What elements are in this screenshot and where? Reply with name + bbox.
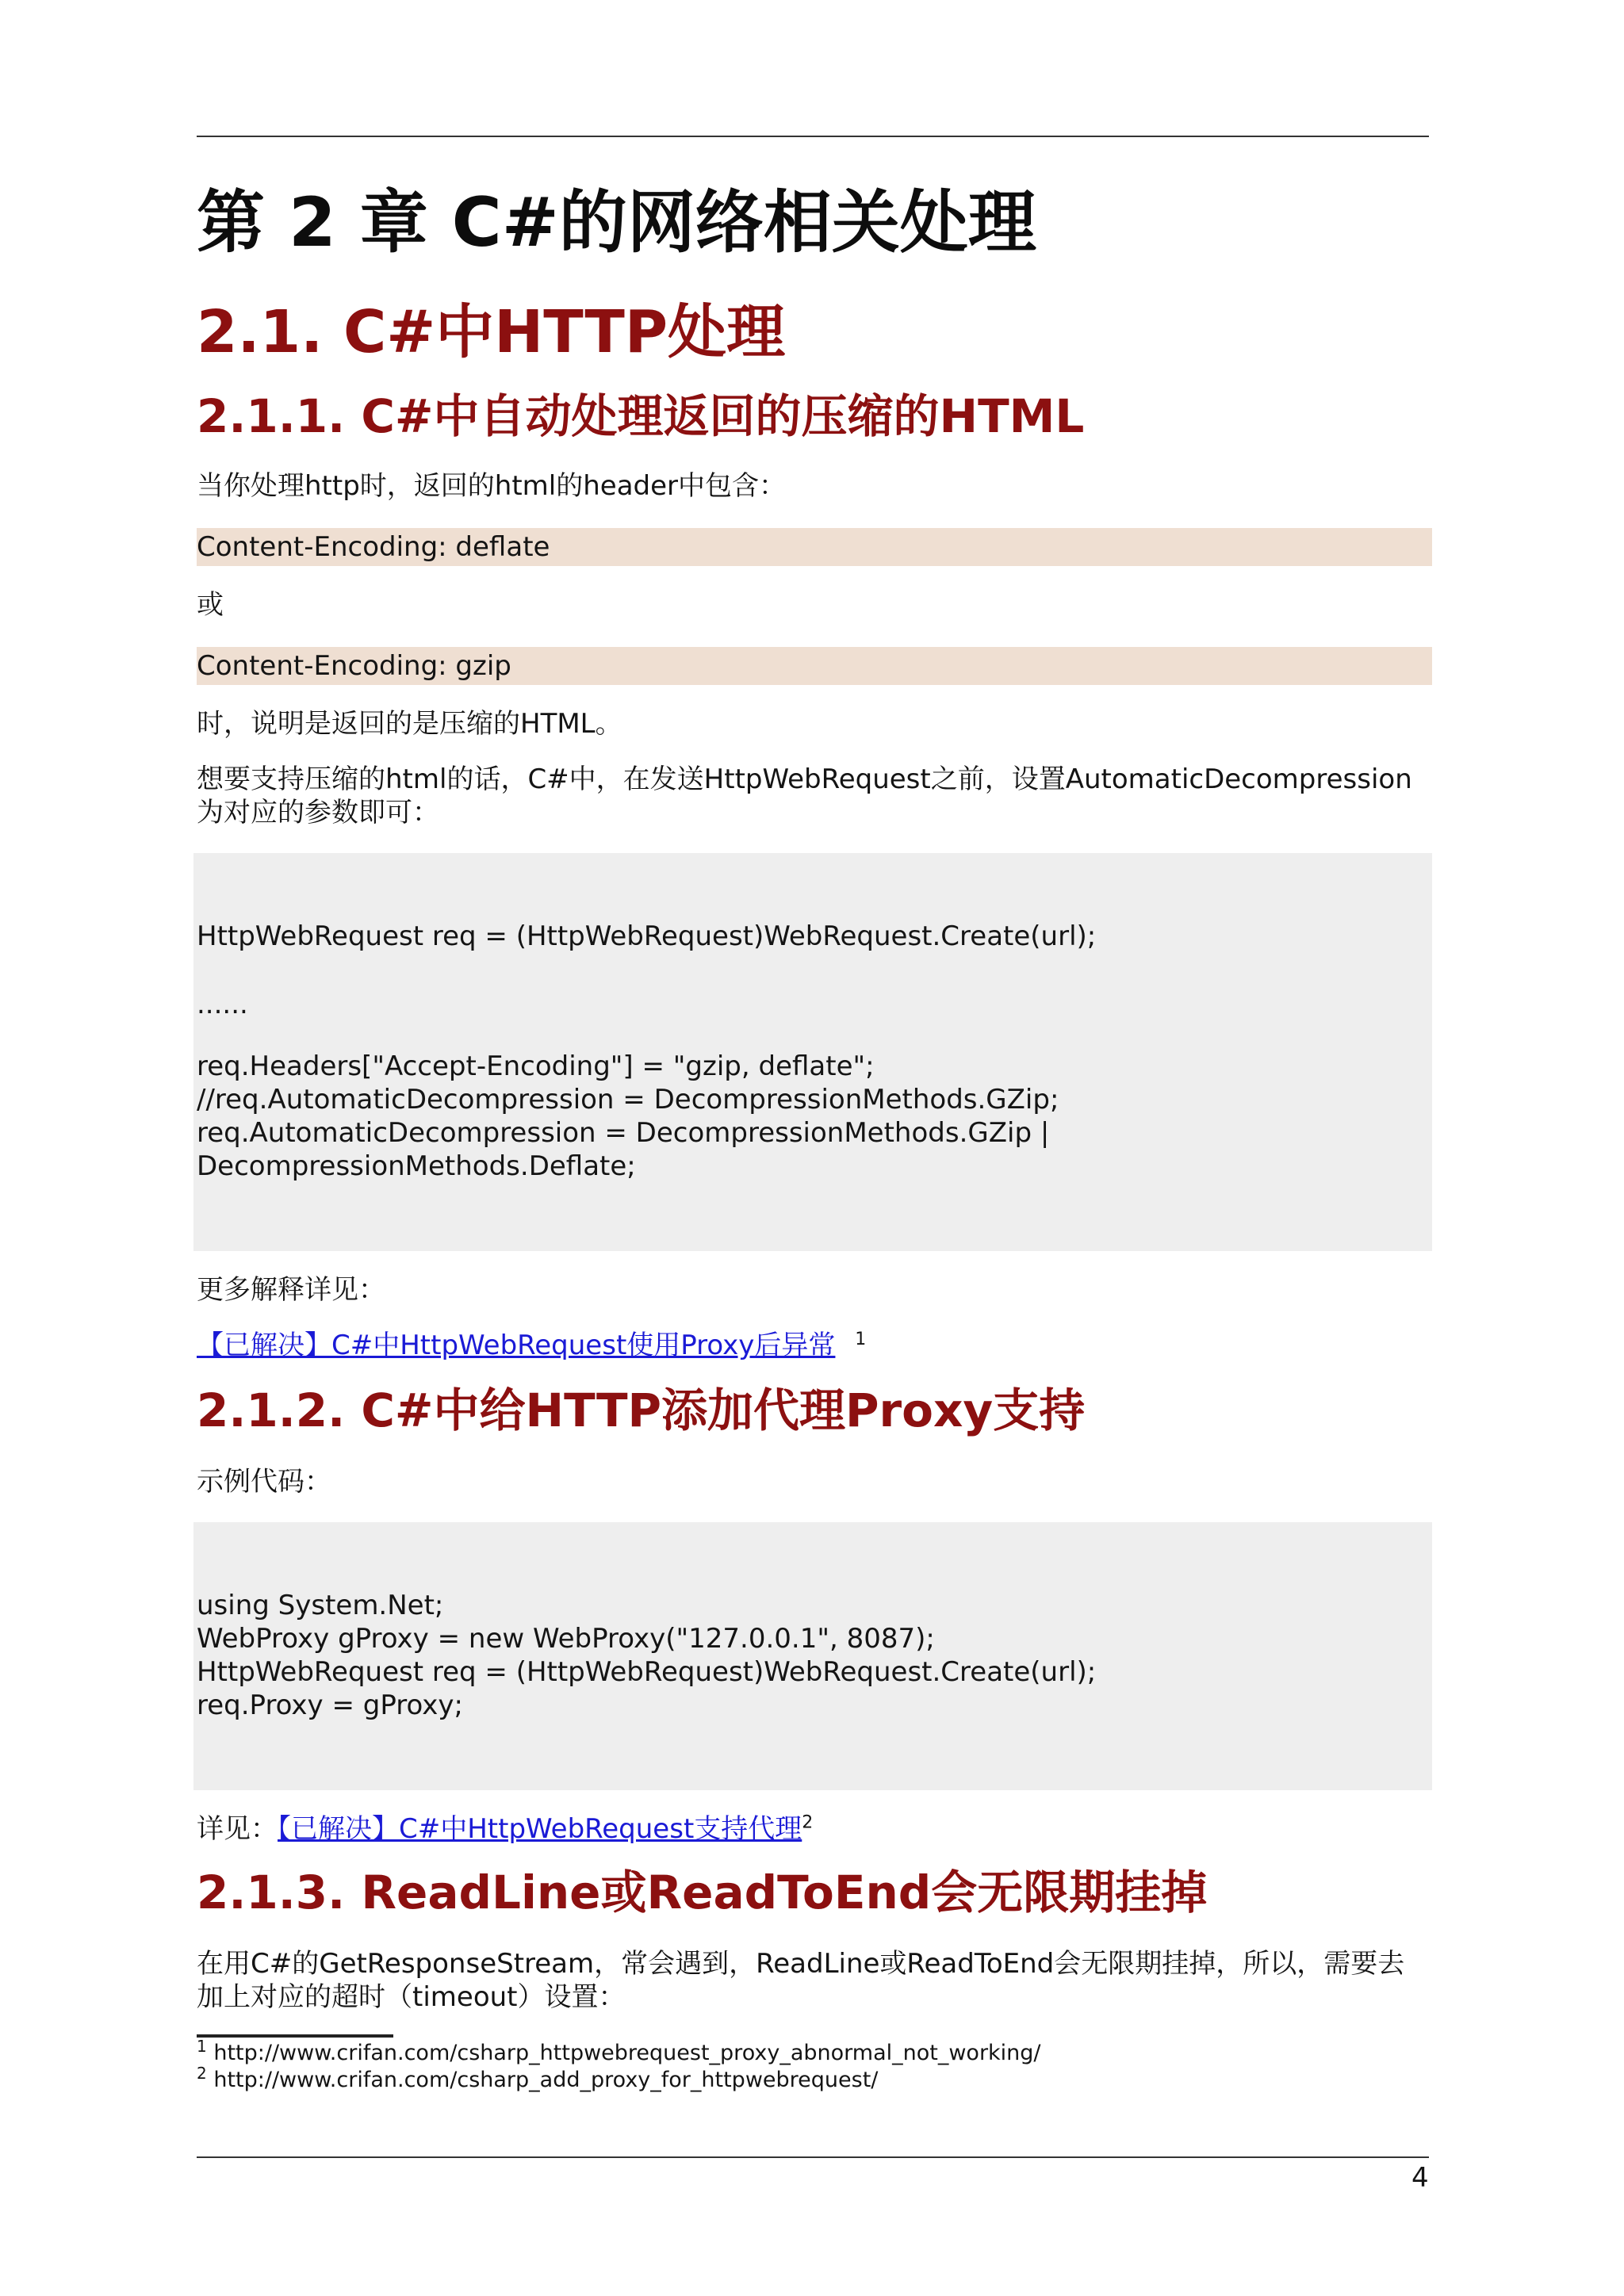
subsection-heading-2-1-1: 2.1.1. C#中自动处理返回的压缩的HTML [197,389,1085,443]
link-line [197,1812,1429,1846]
footnote-text: http://www.crifan.com/csharp_add_proxy_for_httpwebrequest/ [213,2068,879,2092]
footnote-ref: 1 [855,1329,867,1349]
reference-link[interactable]: 【已解决】C#中HttpWebRequest使用Proxy后异常 [197,1330,836,1361]
header-rule [197,136,1429,137]
code-line: using System.Net; [197,1590,444,1621]
see-label: 详见： [197,1813,278,1845]
footnote-rule [197,2034,393,2038]
reference-link[interactable]: 【已解决】C#中HttpWebRequest支持代理 [278,1813,802,1845]
footnote-ref: 2 [802,1812,814,1833]
paragraph: 时，说明是返回的是压缩的HTML。 [197,708,622,740]
page-number: 4 [1411,2162,1429,2194]
footnote-number: 2 [197,2064,207,2083]
section-heading: 2.1. C#中HTTP处理 [197,298,786,366]
paragraph: 更多解释详见： [197,1274,385,1306]
footnote [197,2037,1041,2066]
code-block [193,853,1432,1251]
code-line: req.AutomaticDecompression = DecompressionMethods.GZip | [197,1117,1050,1149]
code-line: //req.AutomaticDecompression = DecompressionMethods.GZip; [197,1084,1059,1115]
footnote-text: http://www.crifan.com/csharp_httpwebrequest_proxy_abnormal_not_working/ [213,2041,1041,2065]
highlighted-code-line: Content-Encoding: gzip [197,647,1432,685]
paragraph: 想要支持压缩的html的话，C#中，在发送HttpWebRequest之前，设置AutomaticDecompression为对应的参数即可： [197,763,1412,828]
code-line: ...... [197,989,248,1020]
paragraph: 示例代码： [197,1466,331,1498]
code-line: HttpWebRequest req = (HttpWebRequest)WebRequest.Create(url); [197,920,1097,952]
code-block [193,1522,1432,1790]
code-line: WebProxy gProxy = new WebProxy("127.0.0.1", 8087); [197,1623,935,1655]
subsection-heading-2-1-2: 2.1.2. C#中给HTTP添加代理Proxy支持 [197,1383,1086,1437]
chapter-title: 第 2 章 C#的网络相关处理 [197,183,1036,262]
link-line [197,1329,1429,1362]
footnote [197,2064,879,2093]
code-line: req.Headers["Accept-Encoding"] = "gzip, deflate"; [197,1050,875,1082]
footnote-number: 1 [197,2037,207,2056]
paragraph: 当你处理http时，返回的html的header中包含： [197,470,787,502]
code-line: DecompressionMethods.Deflate; [197,1150,636,1182]
paragraph: 或 [197,589,224,621]
footer-rule [197,2156,1429,2158]
highlighted-code-line: Content-Encoding: deflate [197,528,1432,566]
document-page [197,0,1432,2296]
paragraph: 在用C#的GetResponseStream，常会遇到，ReadLine或ReadToEnd会无限期挂掉，所以，需要去加上对应的超时（timeout）设置： [197,1948,1405,2013]
subsection-heading-2-1-3: 2.1.3. ReadLine或ReadToEnd会无限期挂掉 [197,1866,1208,1919]
code-line: HttpWebRequest req = (HttpWebRequest)WebRequest.Create(url); [197,1656,1097,1688]
code-line: req.Proxy = gProxy; [197,1689,463,1721]
